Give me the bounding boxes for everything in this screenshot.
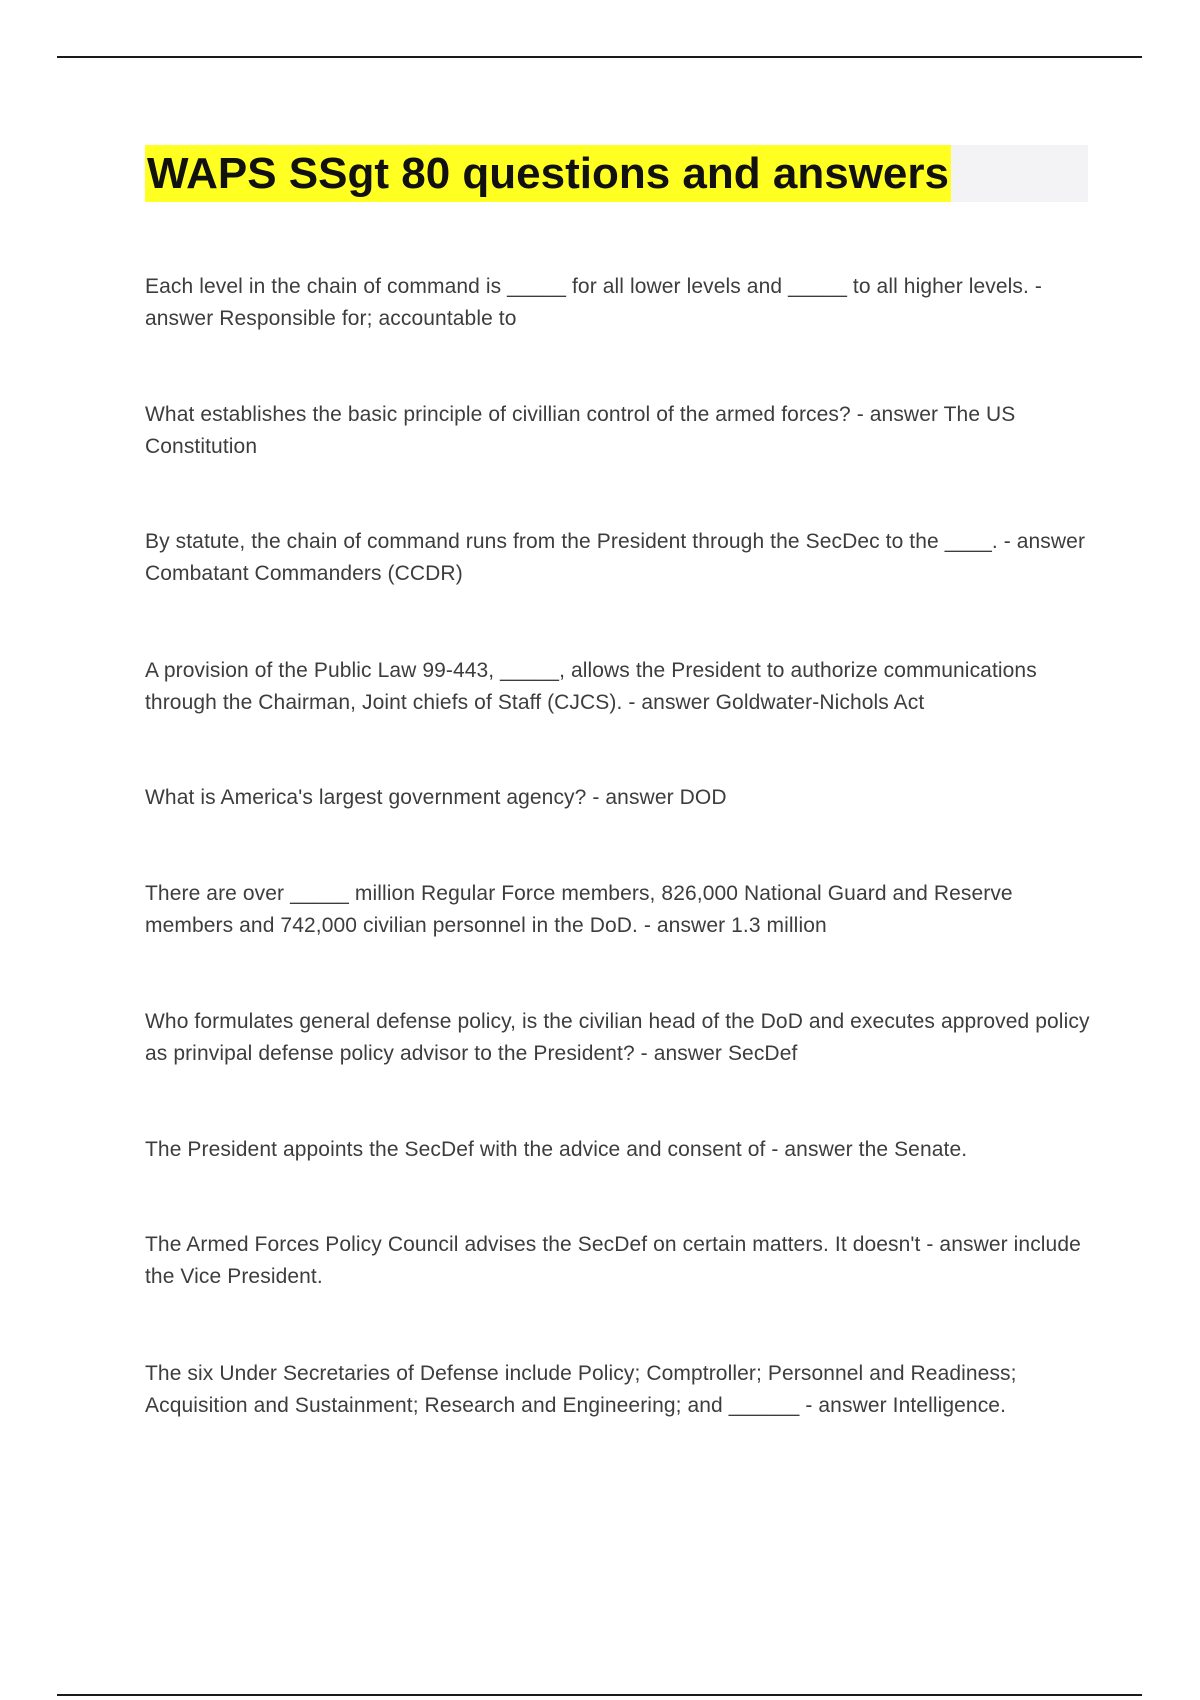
qa-item-3: By statute, the chain of command runs from the President through the SecDec to the ____. - answer Combatant Commanders (CCDR): [145, 530, 1086, 585]
top-rule: [57, 56, 1142, 58]
qa-item-8: The President appoints the SecDef with the advice and consent of - answer the Senate.: [145, 1138, 968, 1161]
qa-item-4: A provision of the Public Law 99-443, _____, allows the President to authorize communications through the Chairman, Joint chiefs of Staff (CJCS). - answer Goldwater-Nichols Act: [145, 659, 1037, 714]
qa-item-1: Each level in the chain of command is _____ for all lower levels and _____ to all higher levels. - answer Responsible for; accountable to: [145, 275, 1042, 330]
bottom-rule: [57, 1694, 1142, 1696]
qa-item-7: Who formulates general defense policy, is the civilian head of the DoD and executes approved policy as prinvipal defense policy advisor to the President? - answer SecDef: [145, 1010, 1090, 1065]
title-banner: [145, 145, 1088, 202]
qa-item-6: There are over _____ million Regular Force members, 826,000 National Guard and Reserve members and 742,000 civilian personnel in the DoD. - answer 1.3 million: [145, 882, 1013, 937]
qa-item-2: What establishes the basic principle of civillian control of the armed forces? - answer The US Constitution: [145, 403, 1016, 458]
qa-item-10: The six Under Secretaries of Defense include Policy; Comptroller; Personnel and Readiness; Acquisition and Sustainment; Research and Engineering; and ______ - answer Intelligence.: [145, 1362, 1017, 1417]
page-title: WAPS SSgt 80 questions and answers: [145, 145, 951, 202]
qa-item-5: What is America's largest government agency? - answer DOD: [145, 786, 727, 809]
qa-item-9: The Armed Forces Policy Council advises the SecDef on certain matters. It doesn't - answer include the Vice President.: [145, 1233, 1081, 1288]
